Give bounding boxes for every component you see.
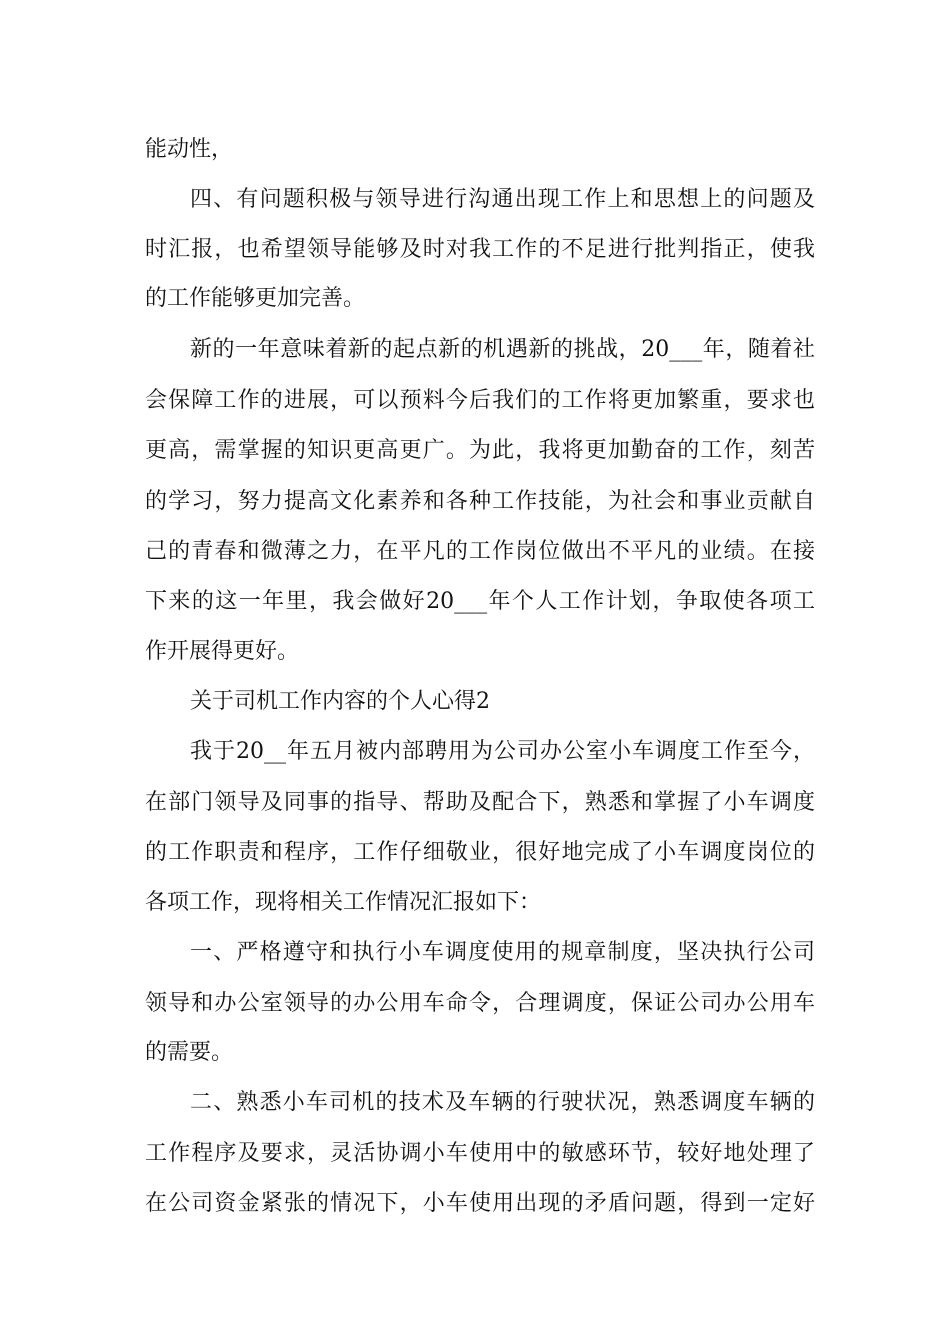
section-heading: 关于司机工作内容的个人心得2 [190, 689, 490, 714]
text-line: 在公司资金紧张的情况下，小车使用出现的矛盾问题，得到一定好 [145, 1191, 815, 1216]
text-line: 工作程序及要求，灵活协调小车使用中的敏感环节，较好地处理了 [145, 1141, 815, 1166]
paragraph-first-line: 一、严格遵守和执行小车调度使用的规章制度，坚决执行公司 [190, 940, 815, 965]
text-line: 的工作能够更加完善。 [145, 286, 366, 311]
paragraph-first-line: 四、有问题积极与领导进行沟通出现工作上和思想上的问题及 [190, 187, 815, 212]
text-line: 时汇报，也希望领导能够及时对我工作的不足进行批判指正，使我 [145, 237, 815, 262]
text-line: 能动性， [145, 137, 234, 162]
text-line: 更高，需掌握的知识更高更广。为此，我将更加勤奋的工作，刻苦 [145, 438, 815, 463]
text-line: 会保障工作的进展，可以预料今后我们的工作将更加繁重，要求也 [145, 388, 815, 413]
text-line: 的需要。 [145, 1040, 234, 1065]
text-line: 领导和办公室领导的办公用车命令，合理调度，保证公司办公用车 [145, 991, 815, 1016]
text-line: 的学习，努力提高文化素养和各种工作技能，为社会和事业贡献自 [145, 489, 815, 514]
text-line: 己的青春和微薄之力，在平凡的工作岗位做出不平凡的业绩。在接 [145, 539, 815, 564]
text-line: 在部门领导及同事的指导、帮助及配合下，熟悉和掌握了小车调度 [145, 790, 815, 815]
text-line: 的工作职责和程序，工作仔细敬业，很好地完成了小车调度岗位的 [145, 840, 815, 865]
paragraph-first-line: 二、熟悉小车司机的技术及车辆的行驶状况，熟悉调度车辆的 [190, 1090, 815, 1115]
text-line: 各项工作，现将相关工作情况汇报如下： [145, 890, 542, 915]
text-line: 作开展得更好。 [145, 639, 300, 664]
paragraph-first-line: 我于20__年五月被内部聘用为公司办公室小车调度工作至今， [190, 739, 815, 764]
paragraph-first-line: 新的一年意味着新的起点新的机遇新的挑战，20___年，随着社 [190, 337, 815, 362]
text-line: 下来的这一年里，我会做好20___年个人工作计划，争取使各项工 [145, 589, 815, 614]
